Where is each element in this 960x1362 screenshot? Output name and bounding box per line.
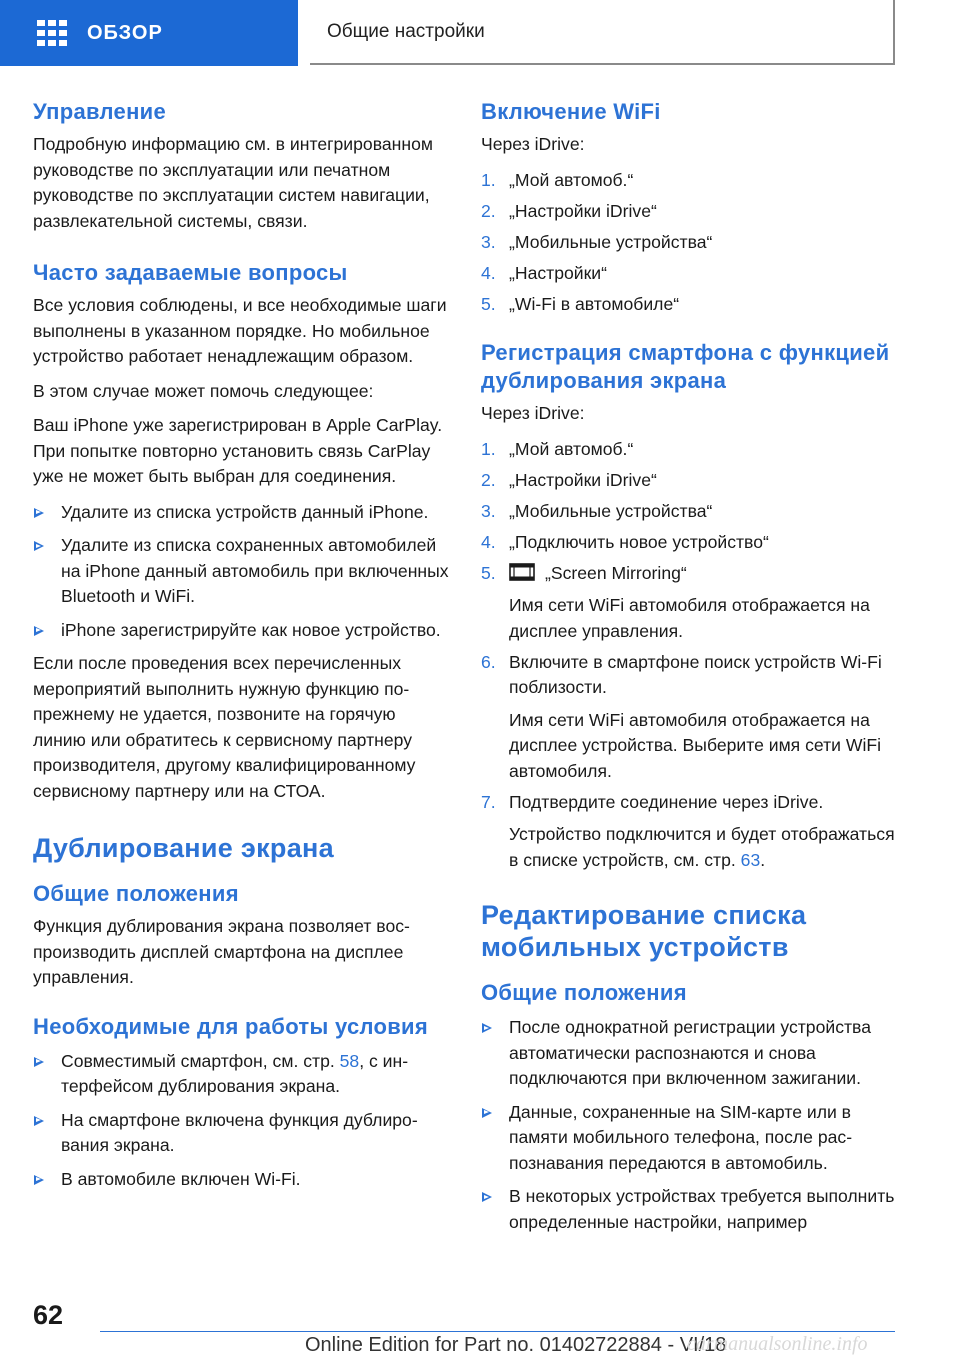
edit-general-heading: Общие положения xyxy=(481,980,687,1005)
list-item: 7. Подтвердите соединение через iDrive. Устройство подключится и будет отображаться в списке устройств, см. стр. 63. xyxy=(481,791,895,870)
triangle-bullet-icon xyxy=(482,1108,492,1118)
list-item: 1. „Мой автомоб.“ xyxy=(481,438,634,459)
overview-tab[interactable] xyxy=(0,0,298,66)
triangle-bullet-icon xyxy=(482,1192,492,1202)
overview-tab-label: ОБЗОР xyxy=(87,21,163,44)
page-number: 62 xyxy=(33,1300,64,1330)
register-steps xyxy=(481,437,899,874)
list-item: 1. „Мой автомоб.“ xyxy=(481,169,634,190)
list-item: 5. „Screen Mirroring“ Имя сети WiFi автомобиля отображается на дисплее управления. xyxy=(481,562,870,641)
faq-paragraph-2: В этом случае может помочь следующее: xyxy=(33,380,374,401)
list-item: В автомобиле включен Wi-Fi. xyxy=(33,1167,449,1193)
edit-list-heading: Редактирование списка мобильных устройств xyxy=(481,900,807,962)
page-link-63[interactable]: 63 xyxy=(740,849,761,870)
triangle-bullet-icon xyxy=(482,1023,492,1033)
section-title: Общие настройки xyxy=(327,20,485,42)
footer-divider xyxy=(100,1331,895,1332)
control-heading: Управление xyxy=(33,99,167,124)
list-item: После однократной регистрации устройства автоматически распознаются и снова подключаются при включенном зажигании. xyxy=(481,1015,899,1092)
screen-mirroring-icon xyxy=(509,563,535,581)
edit-bullet-list xyxy=(481,1015,899,1235)
register-via: Через iDrive: xyxy=(481,403,585,423)
triangle-bullet-icon xyxy=(34,626,44,636)
list-item: Данные, сохраненные на SIM-карте или в памяти мобильного телефона, после распознавания передаются в автомобиль. xyxy=(481,1100,899,1177)
watermark: carmanualsonline.info xyxy=(687,1333,868,1355)
faq-paragraph-1: Все условия соблюдены, и все необходимые шаги выполнены в указанном порядке. Но мобильное устройство работает ненадлежащим образом. xyxy=(33,295,447,366)
wifi-steps xyxy=(481,168,899,318)
page-link-58[interactable]: 58 xyxy=(339,1050,360,1071)
list-item: 3. „Мобильные устройства“ xyxy=(481,500,713,521)
list-item: 6. Включите в смартфоне поиск устройств Wi-Fi поблизости. Имя сети WiFi автомобиля отображается на дисплее устройства. Выберите имя сети WiFi автомобиля. xyxy=(481,651,882,781)
triangle-bullet-icon xyxy=(34,1116,44,1126)
wifi-via: Через iDrive: xyxy=(481,134,585,154)
triangle-bullet-icon xyxy=(34,1057,44,1067)
faq-paragraph-4: Если после проведения всех перечисленных мероприятий выполнить нужную функцию по-прежнему не удается, позвоните на горячую линию или обратитесь к сервисному партнеру производителя, другому квалифицированному сервисному партнеру или на СТОА. xyxy=(33,653,416,801)
list-item: Совместимый смартфон, см. стр. 58, с интерфейсом дублирования экрана. xyxy=(33,1049,449,1100)
mirroring-heading: Дублирование экрана xyxy=(33,833,334,863)
grid-menu-icon xyxy=(37,20,67,46)
right-column xyxy=(481,98,899,1243)
mirroring-general-text: Функция дублирования экрана позволяет воспроизводить дисплей смартфона на дисплее управления. xyxy=(33,916,410,987)
list-item: 2. „Настройки iDrive“ xyxy=(481,469,657,490)
wifi-heading: Включение WiFi xyxy=(481,99,661,124)
edition-text: Online Edition for Part no. 01402722884 - VI/18 xyxy=(305,1334,727,1356)
list-item: iPhone зарегистрируйте как новое устройство. xyxy=(33,618,449,644)
list-item: 3. „Мобильные устройства“ xyxy=(481,231,713,252)
faq-heading: Часто задаваемые вопросы xyxy=(33,260,348,285)
section-title-tab xyxy=(310,0,895,65)
faq-bullet-list xyxy=(33,500,449,644)
list-item: 4. „Настройки“ xyxy=(481,262,607,283)
list-item: 5. „Wi-Fi в автомобиле“ xyxy=(481,293,680,314)
page-header xyxy=(0,0,960,66)
triangle-bullet-icon xyxy=(34,541,44,551)
triangle-bullet-icon xyxy=(34,508,44,518)
register-heading: Регистрация смартфона с функцией дублирования экрана xyxy=(481,340,890,393)
list-item: На смартфоне включена функция дублирования экрана. xyxy=(33,1108,449,1159)
requirements-list xyxy=(33,1049,449,1193)
list-item: Удалите из списка устройств данный iPhone. xyxy=(33,500,449,526)
faq-paragraph-3: Ваш iPhone уже зарегистрирован в Apple CarPlay. При попытке повторно установить связь CarPlay уже не может быть выбран для соединения. xyxy=(33,415,443,486)
list-item: 4. „Подключить новое устройство“ xyxy=(481,531,769,552)
mirroring-general-heading: Общие положения xyxy=(33,881,239,906)
left-column xyxy=(33,98,449,1200)
control-text: Подробную информацию см. в интегрированном руководстве по эксплуатации или печатном руководстве по эксплуатации систем навигации, развлекательной системы, связи. xyxy=(33,134,433,231)
list-item: 2. „Настройки iDrive“ xyxy=(481,200,657,221)
requirements-heading: Необходимые для работы условия xyxy=(33,1013,428,1039)
triangle-bullet-icon xyxy=(34,1175,44,1185)
list-item: В некоторых устройствах требуется выполнить определенные настройки, например xyxy=(481,1184,899,1235)
list-item: Удалите из списка сохраненных автомобилей на iPhone данный автомобиль при включенных Bluetooth и WiFi. xyxy=(33,533,449,610)
